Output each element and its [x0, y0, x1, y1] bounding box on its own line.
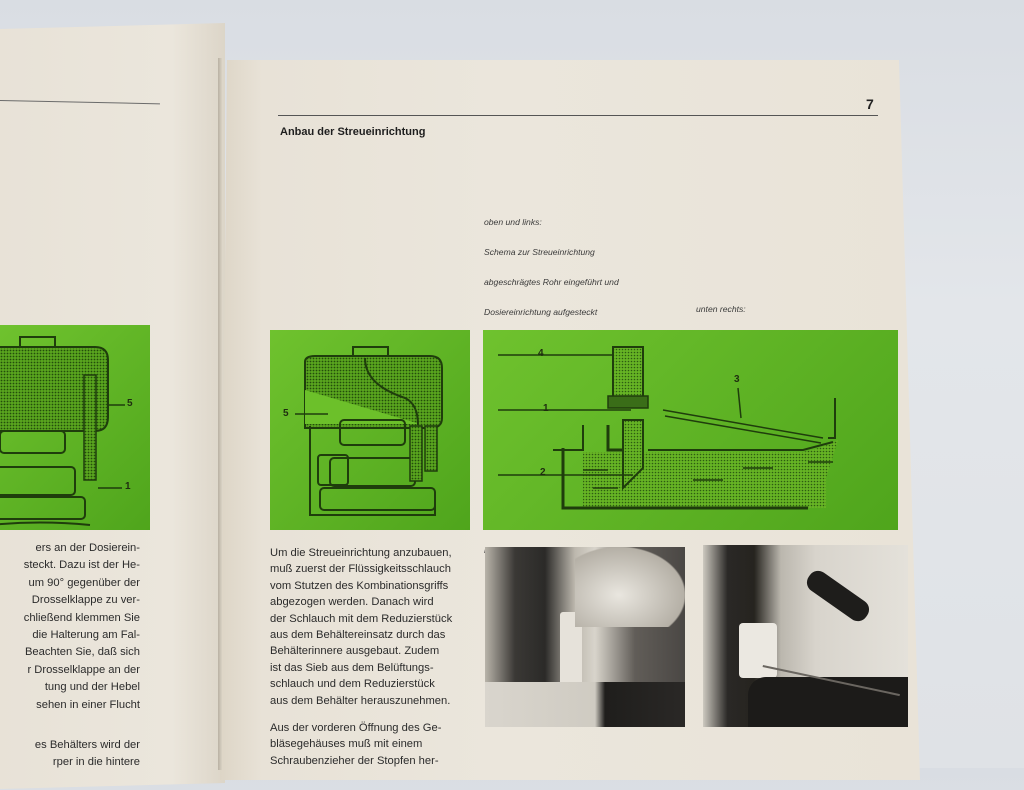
- diagram-label: 3: [734, 374, 740, 385]
- hose-shape: [748, 677, 908, 727]
- text-line: ers an der Dosierein-: [35, 542, 140, 554]
- text-line: Schraubenzieher der Stopfen her-: [270, 754, 439, 767]
- sprayer-schematic-icon: [0, 325, 150, 530]
- tube-schematic-icon: [483, 330, 898, 530]
- diagram-label: 5: [127, 398, 133, 409]
- diagram-label: 1: [543, 403, 549, 414]
- text-line: Beachten Sie, daß sich: [24, 646, 140, 659]
- text-line: sehen in einer Flucht: [36, 698, 140, 711]
- text-line: chließend klemmen Sie: [23, 611, 140, 624]
- text-line: ist das Sieb aus dem Belüftungs-: [270, 661, 434, 674]
- text-line: es Behälters wird der: [34, 739, 140, 751]
- text-line: rper in die hintere: [52, 756, 140, 769]
- text-line: Drosselklappe zu ver-: [31, 594, 140, 607]
- text-line: steckt. Dazu ist der He-: [23, 559, 140, 572]
- hand-shape: [575, 547, 685, 627]
- caption-line: Dosiereinrichtung aufgesteckt: [484, 307, 598, 317]
- header-rule: [278, 115, 878, 116]
- text-line: muß zuerst der Flüssigkeitsschlauch: [270, 563, 451, 576]
- diagram-label: 1: [125, 481, 131, 492]
- lever-handle-shape: [803, 567, 873, 625]
- text-line: vom Stutzen des Kombinationsgriffs: [270, 579, 449, 592]
- text-line: aus dem Behältereinsatz durch das: [270, 629, 446, 642]
- text-line: die Halterung am Fal-: [32, 629, 140, 642]
- section-title: Anbau der Streueinrichtung: [280, 126, 426, 138]
- diagram-label: 5: [283, 408, 289, 419]
- diagram-label: 4: [538, 348, 544, 359]
- main-paragraph-1: [270, 545, 470, 709]
- diagram-right: [483, 330, 898, 530]
- text-line: aus dem Behälter herauszunehmen.: [270, 694, 451, 707]
- text-line: Um die Streueinrichtung anzubauen,: [270, 547, 452, 559]
- caption-top-heading: oben und links:: [484, 217, 542, 227]
- text-line: Behälterinnere ausgebaut. Zudem: [270, 645, 440, 658]
- container-shape: [485, 682, 685, 727]
- text-line: um 90° gegenüber der: [28, 576, 140, 589]
- page-number: 7: [866, 96, 874, 112]
- text-line: r Drosselklappe an der: [27, 663, 140, 676]
- container-schematic-icon: [270, 330, 470, 530]
- left-page-paragraph-1: [0, 540, 140, 714]
- photo-bottom-right: [703, 545, 908, 727]
- diagram-middle: [270, 330, 470, 530]
- text-line: Aus der vorderen Öffnung des Ge-: [270, 722, 442, 734]
- diagram-label: 2: [540, 467, 546, 478]
- left-page-paragraph-2: [0, 737, 140, 772]
- book-gutter: [218, 58, 222, 770]
- main-paragraph-2: [270, 720, 480, 769]
- fitting-shape: [739, 623, 777, 678]
- diagram-left-partial: [0, 325, 150, 530]
- text-line: der Schlauch mit dem Reduzierstück: [270, 612, 453, 625]
- caption-line: abgeschrägtes Rohr eingeführt und: [484, 277, 619, 287]
- text-line: tung und der Hebel: [44, 681, 140, 694]
- text-line: abgezogen werden. Danach wird: [270, 596, 434, 609]
- caption-line: Schema zur Streueinrichtung: [484, 247, 595, 257]
- text-line: bläsegehäuses muß mit einem: [270, 738, 423, 751]
- photo-bottom-left: [485, 547, 685, 727]
- text-line: schlauch und dem Reduzierstück: [270, 678, 435, 691]
- caption-bottom-right-heading: unten rechts:: [696, 304, 746, 314]
